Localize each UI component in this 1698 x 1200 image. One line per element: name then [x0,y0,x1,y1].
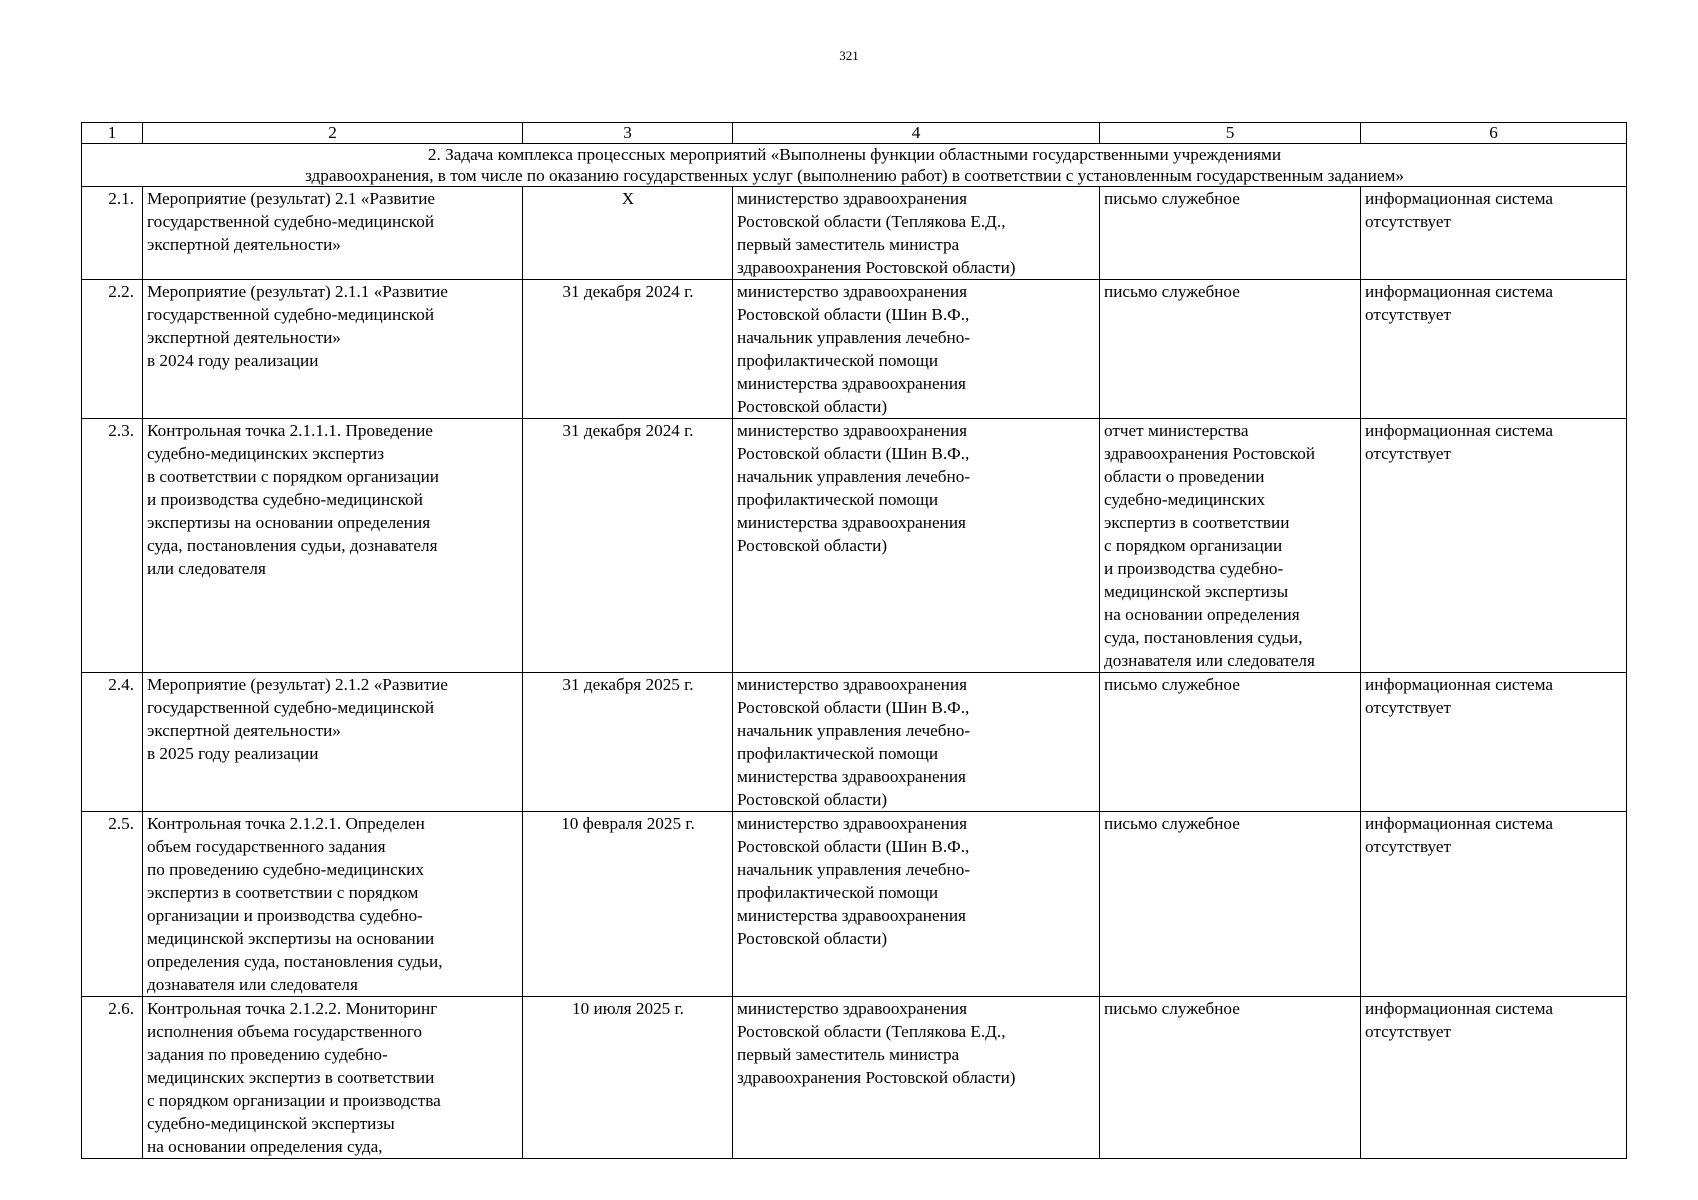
row-name: Мероприятие (результат) 2.1 «Развитие государственной судебно-медицинской экспертной деятельности» [143,187,523,280]
row-date: 10 июля 2025 г. [523,997,733,1159]
page-number: 321 [839,48,859,63]
row-system: информационная система отсутствует [1361,280,1627,419]
row-system: информационная система отсутствует [1361,419,1627,673]
row-name: Мероприятие (результат) 2.1.1 «Развитие государственной судебно-медицинской экспертной деятельности» в 2024 году реализации [143,280,523,419]
column-header: 5 [1100,123,1361,144]
table-row [82,187,1627,280]
row-document: отчет министерства здравоохранения Ростовской области о проведении судебно-медицинских экспертиз в соответствии с порядком организации и производства судебно- медицинской экспертизы на основании определения суда, постановления судьи, дознавателя или следователя [1100,419,1361,673]
column-header: 6 [1361,123,1627,144]
row-document: письмо служебное [1100,673,1361,812]
row-name: Контрольная точка 2.1.1.1. Проведение судебно-медицинских экспертиз в соответствии с порядком организации и производства судебно-медицинской экспертизы на основании определения суда, постановления судьи, дознавателя или следователя [143,419,523,673]
row-system: информационная система отсутствует [1361,812,1627,997]
column-header: 1 [82,123,143,144]
row-document: письмо служебное [1100,187,1361,280]
row-number: 2.6. [82,997,143,1159]
row-responsible: министерство здравоохранения Ростовской области (Шин В.Ф., начальник управления лечебно- профилактической помощи министерства здравоохранения Ростовской области) [733,673,1100,812]
row-number: 2.4. [82,673,143,812]
row-number: 2.2. [82,280,143,419]
row-responsible: министерство здравоохранения Ростовской области (Шин В.Ф., начальник управления лечебно- профилактической помощи министерства здравоохранения Ростовской области) [733,812,1100,997]
row-document: письмо служебное [1100,280,1361,419]
column-header: 2 [143,123,523,144]
row-date: Х [523,187,733,280]
column-header: 3 [523,123,733,144]
row-number: 2.5. [82,812,143,997]
row-name: Мероприятие (результат) 2.1.2 «Развитие государственной судебно-медицинской экспертной деятельности» в 2025 году реализации [143,673,523,812]
section-row [82,144,1627,187]
row-system: информационная система отсутствует [1361,187,1627,280]
table-row [82,812,1627,997]
row-document: письмо служебное [1100,997,1361,1159]
section-title: 2. Задача комплекса процессных мероприятий «Выполнены функции областными государственными учреждениями здравоохранения, в том числе по оказанию государственных услуг (выполнению работ) в соответствии с установленным государственным заданием» [82,144,1627,187]
row-responsible: министерство здравоохранения Ростовской области (Шин В.Ф., начальник управления лечебно- профилактической помощи министерства здравоохранения Ростовской области) [733,280,1100,419]
table-row [82,280,1627,419]
row-responsible: министерство здравоохранения Ростовской области (Шин В.Ф., начальник управления лечебно- профилактической помощи министерства здравоохранения Ростовской области) [733,419,1100,673]
row-name: Контрольная точка 2.1.2.1. Определен объем государственного задания по проведению судебно-медицинских экспертиз в соответствии с порядком организации и производства судебно- медицинской экспертизы на основании определения суда, постановления судьи, дознавателя или следователя [143,812,523,997]
table-row [82,997,1627,1159]
table-row [82,419,1627,673]
row-document: письмо служебное [1100,812,1361,997]
row-responsible: министерство здравоохранения Ростовской области (Теплякова Е.Д., первый заместитель министра здравоохранения Ростовской области) [733,997,1100,1159]
row-number: 2.1. [82,187,143,280]
row-date: 10 февраля 2025 г. [523,812,733,997]
table-row [82,673,1627,812]
plan-table [81,122,1627,1159]
row-responsible: министерство здравоохранения Ростовской области (Теплякова Е.Д., первый заместитель министра здравоохранения Ростовской области) [733,187,1100,280]
row-date: 31 декабря 2024 г. [523,419,733,673]
row-name: Контрольная точка 2.1.2.2. Мониторинг исполнения объема государственного задания по проведению судебно- медицинских экспертиз в соответствии с порядком организации и производства судебно-медицинской экспертизы на основании определения суда, [143,997,523,1159]
table-header-row [82,123,1627,144]
column-header: 4 [733,123,1100,144]
row-date: 31 декабря 2024 г. [523,280,733,419]
row-system: информационная система отсутствует [1361,997,1627,1159]
row-number: 2.3. [82,419,143,673]
row-system: информационная система отсутствует [1361,673,1627,812]
row-date: 31 декабря 2025 г. [523,673,733,812]
